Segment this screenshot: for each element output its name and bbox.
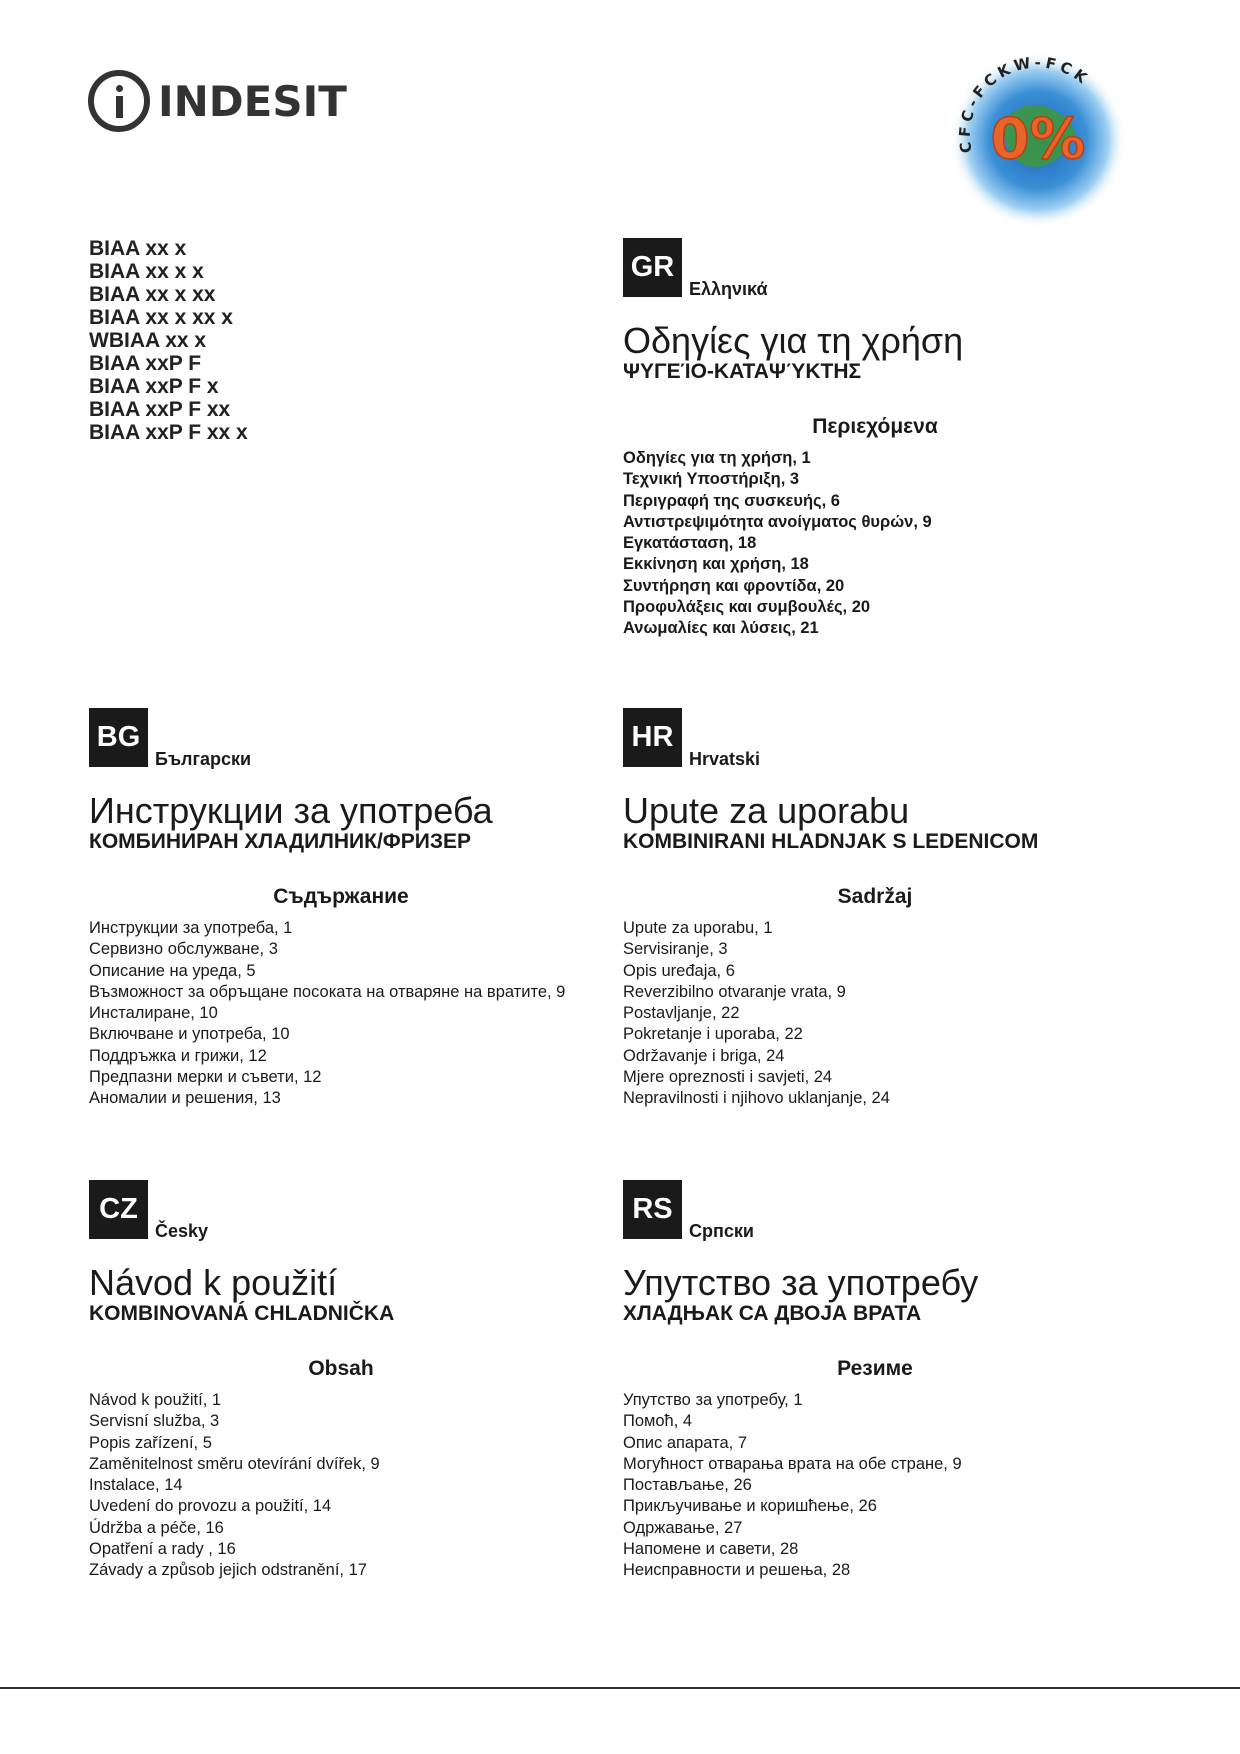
contents-heading: Obsah xyxy=(308,1357,374,1380)
toc-item: Návod k použití, 1 xyxy=(89,1391,222,1409)
toc-item: Εγκατάσταση, 18 xyxy=(623,534,757,553)
toc-item: Opatření a rady , 16 xyxy=(89,1540,236,1559)
language-header xyxy=(89,708,629,767)
model-item: BIAA xx x xyxy=(89,237,187,260)
table-of-contents xyxy=(623,1390,1163,1582)
footer-divider xyxy=(0,1687,1240,1689)
toc-item: Опис апарата, 7 xyxy=(623,1433,747,1452)
toc-item: Postavljanje, 22 xyxy=(623,1004,740,1023)
cfc-free-badge xyxy=(948,48,1128,228)
model-item: BIAA xx x x xyxy=(89,260,204,283)
appliance-type: КОМБИНИРАН ХЛАДИЛНИК/ФРИЗЕР xyxy=(89,830,471,853)
section-croatian xyxy=(623,708,1163,1110)
indesit-logo xyxy=(88,70,347,132)
model-item: WBIAA xx x xyxy=(89,329,207,352)
badge-ring-text: CFC-FCKW-FCK xyxy=(955,53,1094,155)
contents-heading: Περιεχόμενα xyxy=(812,415,938,438)
table-of-contents xyxy=(623,448,1163,640)
toc-item: Аномалии и решения, 13 xyxy=(89,1089,281,1108)
toc-item: Nepravilnosti i njihovo uklanjanje, 24 xyxy=(623,1089,890,1108)
toc-item: Прикључивање и коришћење, 26 xyxy=(623,1497,877,1516)
section-czech xyxy=(89,1180,629,1582)
toc-item: Αντιστρεψιμότητα ανοίγματος θυρών, 9 xyxy=(623,512,932,531)
model-item: BIAA xx x xx x xyxy=(89,306,233,329)
toc-item: Reverzibilno otvaranje vrata, 9 xyxy=(623,982,846,1001)
toc-item: Mjere opreznosti i savjeti, 24 xyxy=(623,1068,833,1087)
language-name: Česky xyxy=(155,1221,209,1241)
language-name: Hrvatski xyxy=(689,749,761,769)
toc-item: Uvedení do provozu a použití, 14 xyxy=(89,1497,332,1516)
table-of-contents xyxy=(89,1390,629,1582)
model-list xyxy=(89,237,248,444)
toc-item: Upute za uporabu, 1 xyxy=(623,919,773,937)
language-code-badge: HR xyxy=(623,708,682,767)
contents-heading: Съдържание xyxy=(273,885,409,908)
section-bulgarian xyxy=(89,708,629,1110)
toc-item: Εκκίνηση και χρήση, 18 xyxy=(623,555,809,574)
toc-item: Описание на уреда, 5 xyxy=(89,961,256,980)
toc-item: Συντήρηση και φροντίδα, 20 xyxy=(623,576,845,595)
toc-item: Инсталиране, 10 xyxy=(89,1004,218,1023)
toc-item: Servisiranje, 3 xyxy=(623,940,728,959)
toc-item: Напомене и савети, 28 xyxy=(623,1540,799,1559)
appliance-type: ΨΥΓΕΊΟ-ΚΑΤΑΨΎΚΤΗΣ xyxy=(623,360,862,383)
model-item: BIAA xxP F xyxy=(89,352,202,375)
model-item: BIAA xxP F xx x xyxy=(89,421,248,444)
brand-name: INDESIT xyxy=(158,76,347,126)
toc-item: Προφυλάξεις και συμβουλές, 20 xyxy=(623,598,871,617)
manual-title: Οδηγίες για τη χρήση xyxy=(623,320,964,361)
toc-item: Сервизно обслужване, 3 xyxy=(89,940,278,959)
toc-item: Включване и употреба, 10 xyxy=(89,1025,290,1044)
appliance-type: ХЛАДЊАК СА ДВОЈА ВРАТА xyxy=(623,1302,922,1325)
toc-item: Zaměnitelnost směru otevírání dvířek, 9 xyxy=(89,1454,380,1473)
toc-item: Servisní služba, 3 xyxy=(89,1412,220,1431)
toc-item: Упутство за употребу, 1 xyxy=(623,1391,803,1409)
toc-item: Одржавање, 27 xyxy=(623,1518,743,1537)
toc-item: Τεχνική Υποστήριξη, 3 xyxy=(623,470,800,489)
language-name: Ελληνικά xyxy=(689,279,768,299)
badge-label: 0% xyxy=(990,107,1086,172)
contents-heading: Резиме xyxy=(837,1357,913,1380)
toc-item: Помоћ, 4 xyxy=(623,1412,693,1431)
table-of-contents xyxy=(89,918,629,1110)
toc-item: Поддръжка и грижи, 12 xyxy=(89,1046,267,1065)
toc-item: Instalace, 14 xyxy=(89,1476,183,1495)
toc-item: Възможност за обръщане посоката на отваряне на вратите, 9 xyxy=(89,982,566,1001)
table-of-contents xyxy=(623,918,1163,1110)
toc-item: Údržba a péče, 16 xyxy=(89,1518,224,1537)
toc-item: Ανωμαλίες και λύσεις, 21 xyxy=(623,619,819,638)
language-name: Български xyxy=(155,749,252,769)
language-header xyxy=(623,238,1163,297)
language-code-badge: BG xyxy=(89,708,148,767)
toc-item: Постављање, 26 xyxy=(623,1476,752,1495)
section-serbian xyxy=(623,1180,1163,1582)
appliance-type: KOMBINIRANI HLADNJAK S LEDENICOM xyxy=(623,830,1039,853)
contents-heading: Sadržaj xyxy=(837,885,913,908)
language-code-badge: GR xyxy=(623,238,682,297)
language-header xyxy=(89,1180,629,1239)
appliance-type: KOMBINOVANÁ CHLADNIČKA xyxy=(89,1302,395,1325)
language-name: Српски xyxy=(689,1221,754,1241)
toc-item: Могућност отварања врата на обе стране, 9 xyxy=(623,1454,962,1473)
toc-item: Οδηγίες για τη χρήση, 1 xyxy=(623,449,811,467)
toc-item: Неисправности и решења, 28 xyxy=(623,1561,851,1580)
toc-item: Περιγραφή της συσκευής, 6 xyxy=(623,491,840,510)
toc-item: Pokretanje i uporaba, 22 xyxy=(623,1025,803,1044)
toc-item: Opis uređaja, 6 xyxy=(623,961,735,980)
manual-title: Návod k použití xyxy=(89,1262,338,1303)
toc-item: Održavanje i briga, 24 xyxy=(623,1046,785,1065)
language-code-badge: RS xyxy=(623,1180,682,1239)
model-item: BIAA xx x xx xyxy=(89,283,216,306)
language-header xyxy=(623,1180,1163,1239)
manual-title: Упутство за употребу xyxy=(623,1262,979,1303)
manual-title: Upute za uporabu xyxy=(623,790,910,831)
toc-item: Popis zařízení, 5 xyxy=(89,1433,212,1452)
language-header xyxy=(623,708,1163,767)
indesit-logo-icon xyxy=(88,70,150,132)
toc-item: Предпазни мерки и съвети, 12 xyxy=(89,1068,322,1087)
manual-title: Инструкции за употреба xyxy=(89,790,493,831)
model-item: BIAA xxP F x xyxy=(89,375,219,398)
language-code-badge: CZ xyxy=(89,1180,148,1239)
toc-item: Závady a způsob jejich odstranění, 17 xyxy=(89,1561,367,1580)
section-greek xyxy=(623,238,1163,640)
toc-item: Инструкции за употреба, 1 xyxy=(89,919,293,937)
model-item: BIAA xxP F xx xyxy=(89,398,231,421)
